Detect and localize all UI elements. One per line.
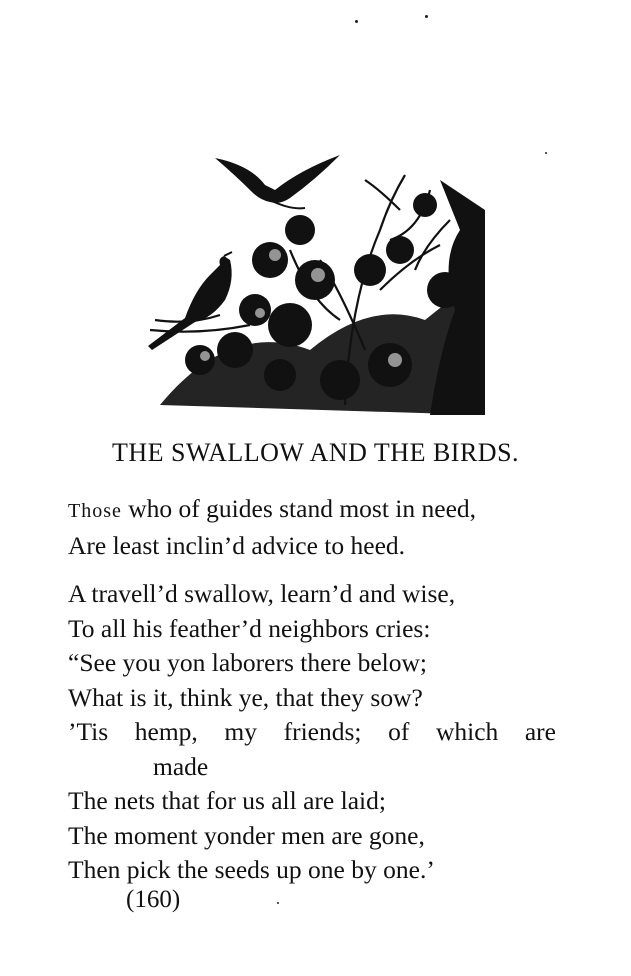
line-text: who of guides stand most in need,: [121, 494, 477, 523]
word: friends;: [283, 717, 362, 746]
print-speck: [545, 152, 547, 154]
poem-line: The moment yonder men are gone,: [68, 820, 425, 850]
poem-line: Are least inclin’d advice to heed.: [68, 530, 406, 560]
small-caps-word: Those: [68, 500, 122, 522]
poem-line: To all his feather’d neighbors cries:: [68, 613, 431, 643]
word: of: [388, 717, 410, 746]
word: which: [435, 717, 499, 746]
word: my: [224, 717, 257, 746]
print-speck: [355, 20, 358, 23]
poem-line: A travell’d swallow, learn’d and wise,: [68, 579, 456, 608]
word: ’Tis: [68, 717, 109, 746]
print-speck: [425, 15, 428, 18]
page-number: (160): [126, 886, 181, 913]
stanza-break: [68, 563, 568, 577]
poem-line-continuation: made: [153, 751, 209, 781]
word: hemp,: [134, 717, 198, 746]
birds-in-thicket-woodcut-icon: [140, 150, 485, 415]
word: are: [524, 717, 556, 746]
poem-line: [68, 492, 568, 529]
poem-line: The nets that for us all are laid;: [68, 786, 386, 815]
poem-body: [68, 492, 568, 888]
print-speck: [277, 902, 279, 904]
poem-line: “See you yon laborers there below;: [68, 648, 428, 677]
poem-line: What is it, think ye, that they sow?: [68, 682, 423, 712]
poem-title: THE SWALLOW AND THE BIRDS.: [111, 438, 520, 467]
poem-line-justified: [68, 715, 556, 750]
poem-line: Then pick the seeds up one by one.’: [68, 855, 435, 884]
